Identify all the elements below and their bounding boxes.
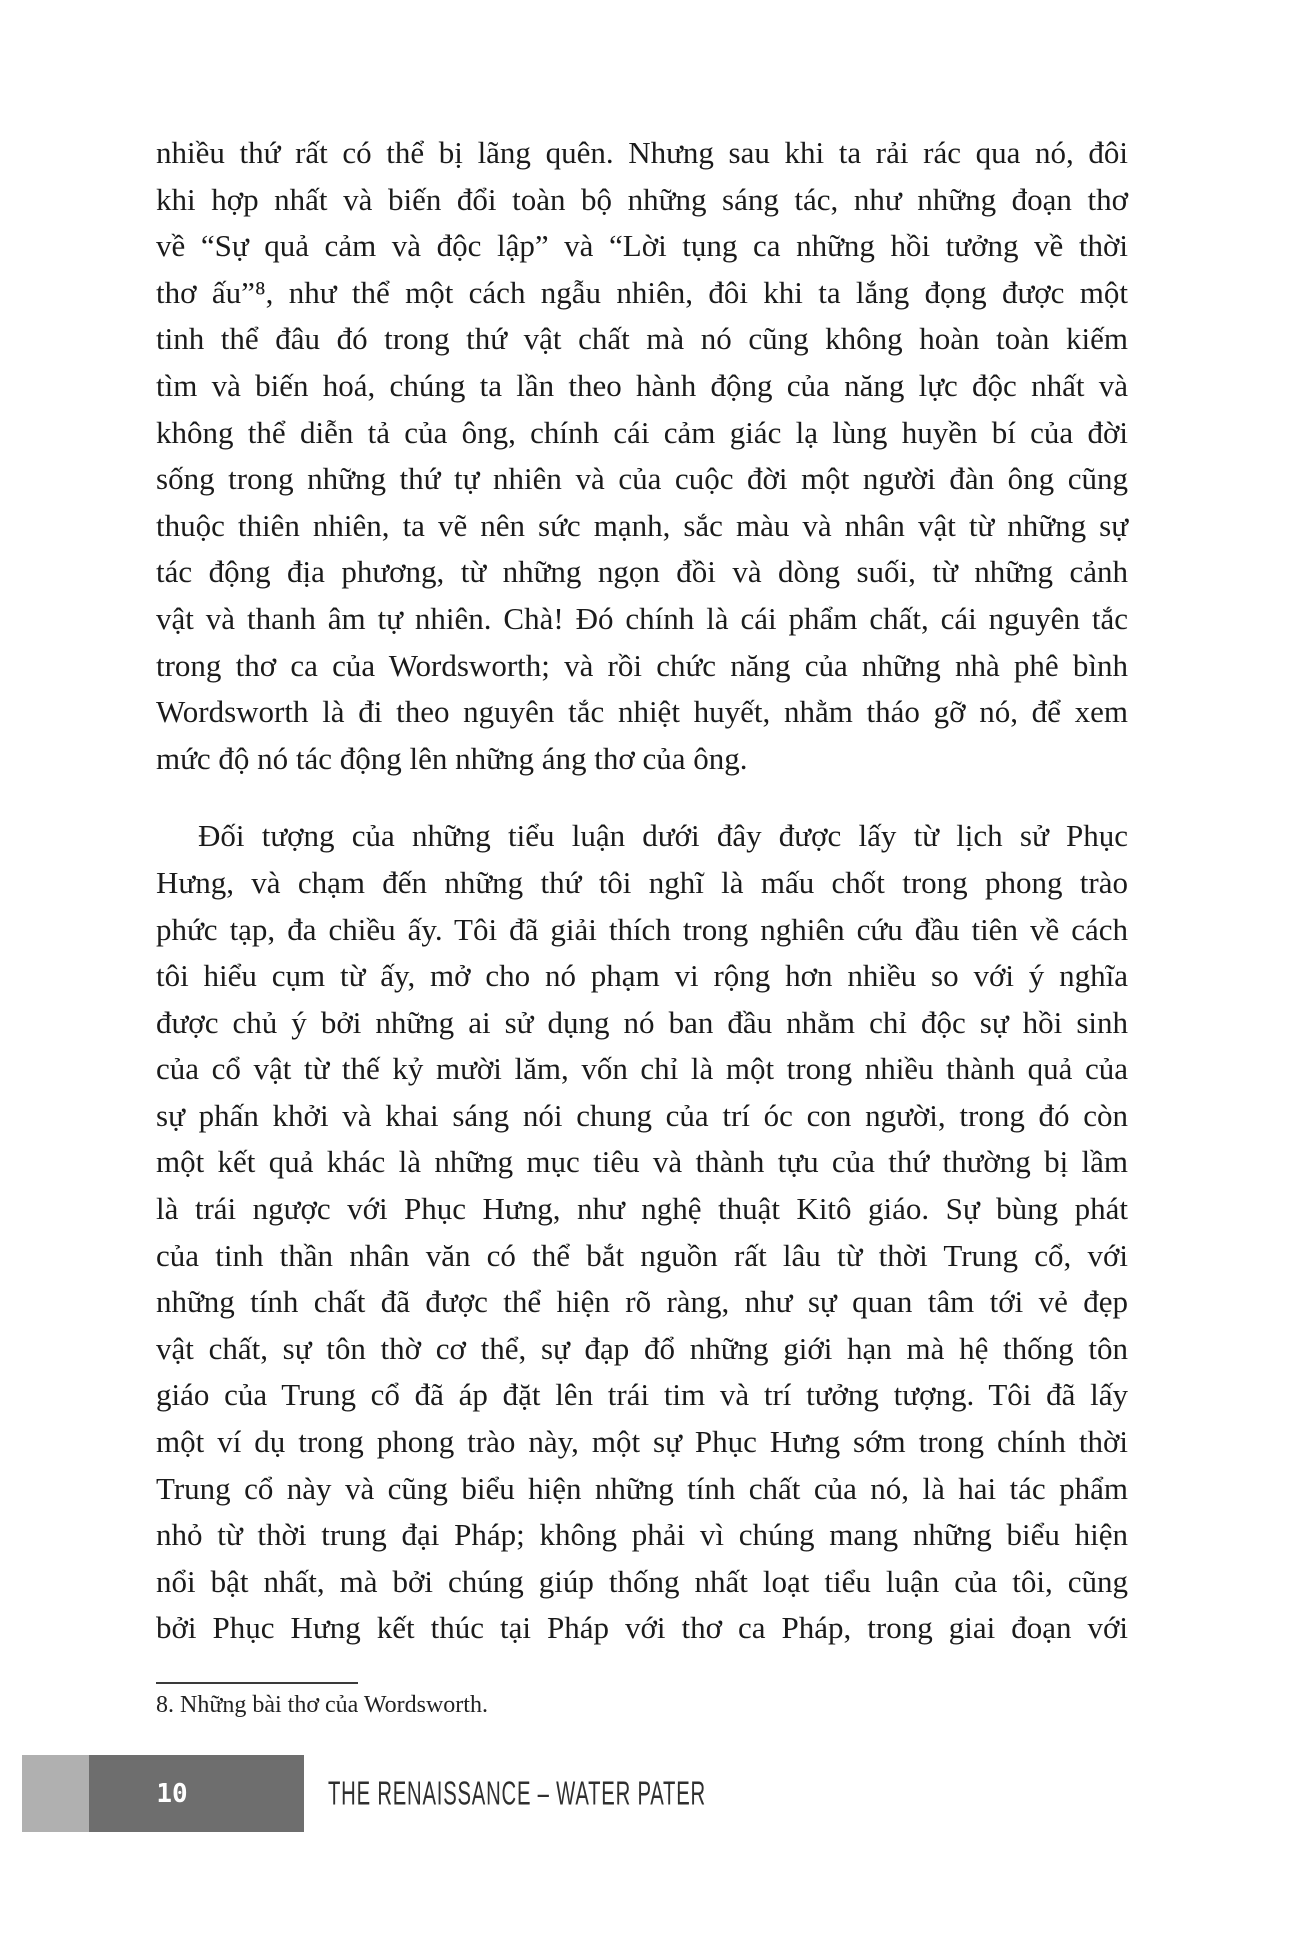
paragraph [156,813,1128,1652]
footer-accent-block [22,1755,89,1832]
text-line: Trung cổ này và cũng biểu hiện những tính chất của nó, là hai tác phẩm [156,1470,1128,1506]
text-line: một kết quả khác là những mục tiêu và thành tựu của thứ thường bị lầm [156,1144,1128,1180]
text-line: là trái ngược với Phục Hưng, như nghệ thuật Kitô giáo. Sự bùng phát [156,1191,1128,1227]
text-line: nổi bật nhất, mà bởi chúng giúp thống nhất loạt tiểu luận của tôi, cũng [156,1563,1128,1599]
text-line: tác động địa phương, từ những ngọn đồi và dòng suối, từ những cảnh [156,554,1128,590]
text-line: về “Sự quả cảm và độc lập” và “Lời tụng ca những hồi tưởng về thời [156,228,1128,264]
text-line: mức độ nó tác động lên những áng thơ của ông. [156,740,748,776]
footnote-text: 8. Những bài thơ của Wordsworth. [156,1692,488,1718]
text-line: được chủ ý bởi những ai sử dụng nó ban đầu nhằm chỉ độc sự hồi sinh [156,1004,1128,1040]
text-line: của cổ vật từ thế kỷ mười lăm, vốn chỉ là một trong nhiều thành quả của [156,1051,1128,1087]
text-line: thuộc thiên nhiên, ta vẽ nên sức mạnh, sắc màu và nhân vật từ những sự [156,507,1128,543]
text-line: một ví dụ trong phong trào này, một sự Phục Hưng sớm trong chính thời [156,1424,1128,1460]
footer-title-wrap [328,1755,813,1832]
book-title: THE RENAISSANCE – WATER PATER [328,1773,706,1813]
text-line: nhỏ từ thời trung đại Pháp; không phải vì chúng mang những biểu hiện [156,1517,1128,1553]
text-line: giáo của Trung cổ đã áp đặt lên trái tim và trí tưởng tượng. Tôi đã lấy [156,1377,1128,1413]
text-line: thơ ấu”⁸, như thể một cách ngẫu nhiên, đôi khi ta lắng đọng được một [156,274,1128,310]
text-line: không thể diễn tả của ông, chính cái cảm giác lạ lùng huyền bí của đời [156,414,1128,450]
page-number-block [89,1755,304,1832]
text-line: sống trong những thứ tự nhiên và của cuộc đời một người đàn ông cũng [156,461,1128,497]
text-line: trong thơ ca của Wordsworth; và rồi chức năng của những nhà phê bình [156,647,1128,683]
text-line: Hưng, và chạm đến những thứ tôi nghĩ là mấu chốt trong phong trào [156,864,1128,900]
footnote-rule [156,1682,358,1684]
text-line: Wordsworth là đi theo nguyên tắc nhiệt huyết, nhằm tháo gỡ nó, để xem [156,694,1128,730]
page-number: 10 [156,1778,188,1809]
text-line: những tính chất đã được thể hiện rõ ràng, như sự quan tâm tới vẻ đẹp [156,1284,1128,1320]
body-text [156,130,1128,1652]
text-line: khi hợp nhất và biến đổi toàn bộ những sáng tác, như những đoạn thơ [156,181,1128,217]
text-line: tinh thể đâu đó trong thứ vật chất mà nó cũng không hoàn toàn kiếm [156,321,1128,357]
text-line: bởi Phục Hưng kết thúc tại Pháp với thơ ca Pháp, trong giai đoạn với [156,1610,1128,1646]
text-line: sự phấn khởi và khai sáng nói chung của trí óc con người, trong đó còn [156,1097,1128,1133]
paragraph [156,130,1128,782]
text-line: vật và thanh âm tự nhiên. Chà! Đó chính là cái phẩm chất, cái nguyên tắc [156,600,1128,636]
text-line: phức tạp, đa chiều ấy. Tôi đã giải thích trong nghiên cứu đầu tiên về cách [156,911,1128,947]
text-line: của tinh thần nhân văn có thể bắt nguồn rất lâu từ thời Trung cổ, với [156,1237,1128,1273]
text-line: nhiều thứ rất có thể bị lãng quên. Nhưng sau khi ta rải rác qua nó, đôi [156,135,1128,170]
text-line: tôi hiểu cụm từ ấy, mở cho nó phạm vi rộng hơn nhiều so với ý nghĩa [156,958,1128,994]
text-line: Đối tượng của những tiểu luận dưới đây được lấy từ lịch sử Phục [198,818,1128,854]
text-line: tìm và biến hoá, chúng ta lần theo hành động của năng lực độc nhất và [156,367,1128,403]
text-line: vật chất, sự tôn thờ cơ thể, sự đạp đổ những giới hạn mà hệ thống tôn [156,1330,1128,1366]
